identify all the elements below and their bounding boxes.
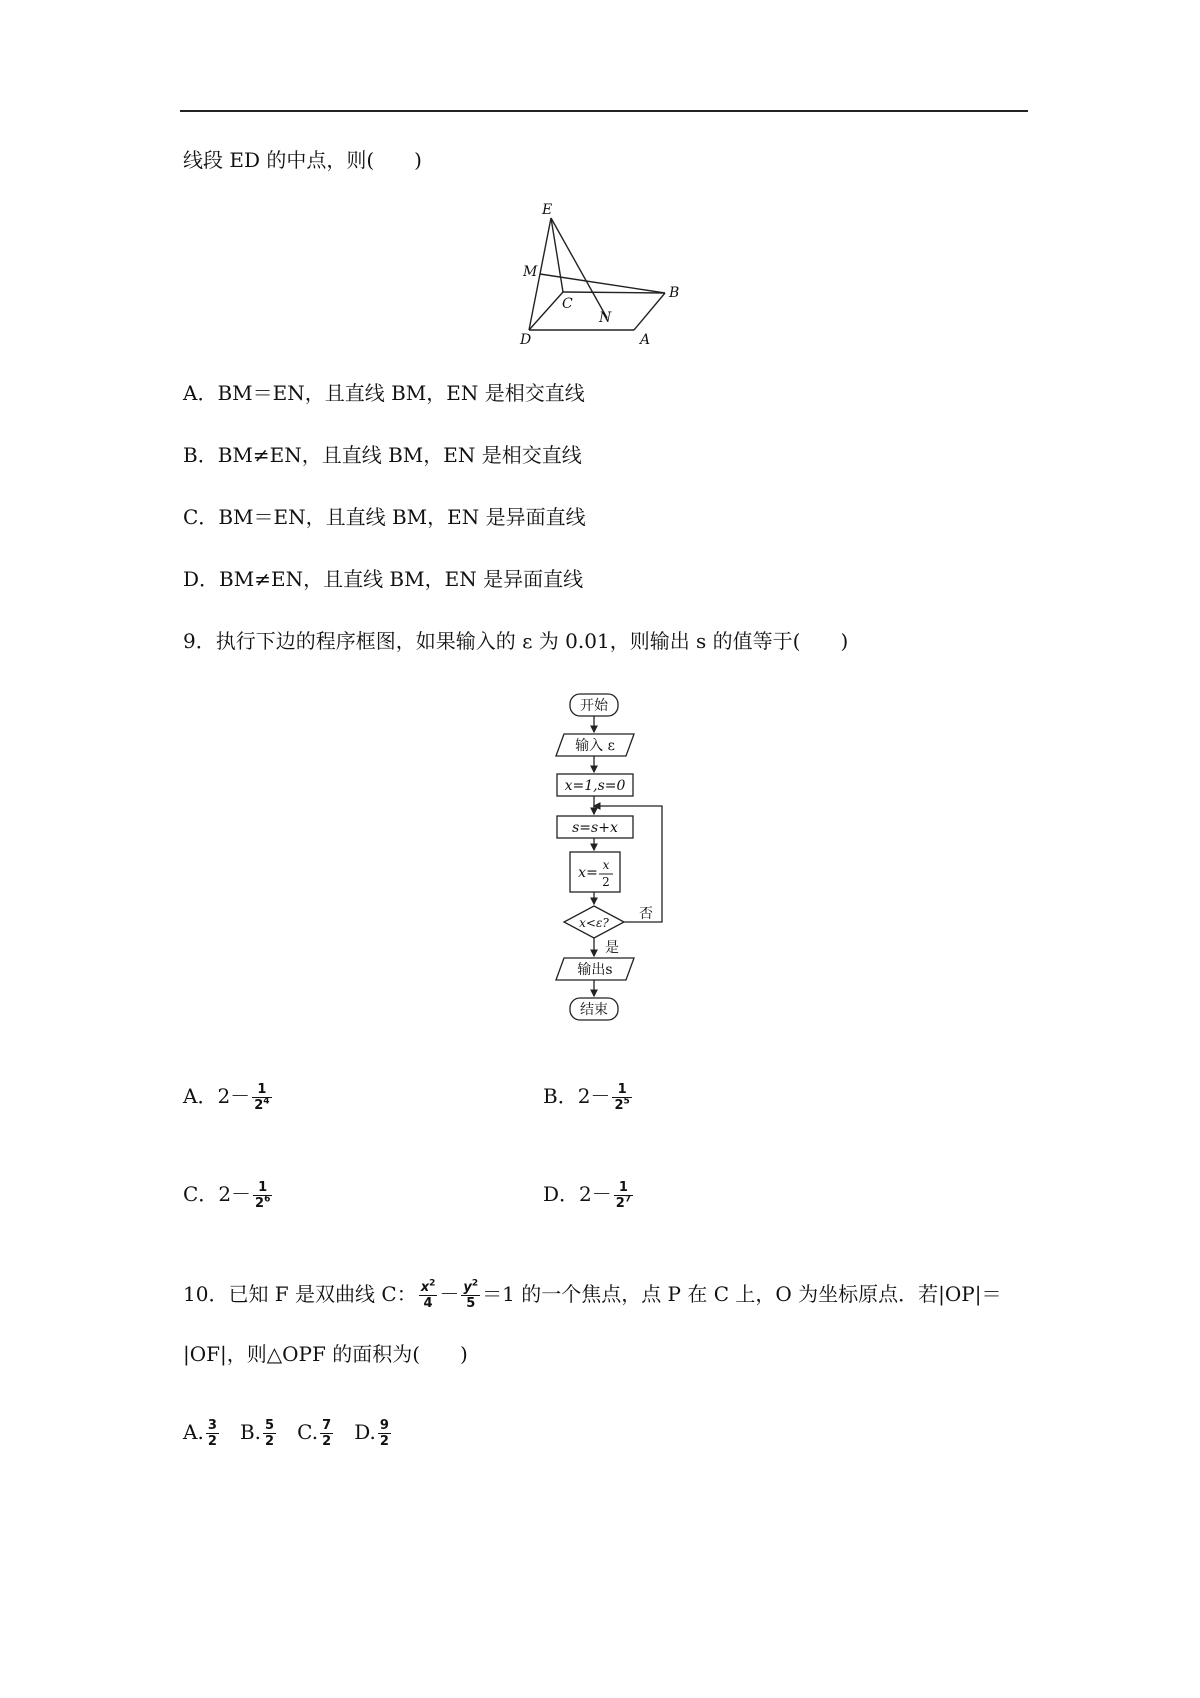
option-fraction: $\frac{1}{2^5}$: [614, 1082, 630, 1113]
option-letter: C．: [183, 1182, 219, 1206]
q8-option-a: [183, 379, 585, 407]
q8-option-c: [183, 503, 586, 531]
flow-update-s-text: s=s+x: [572, 820, 618, 836]
q9-option-b: [543, 1082, 634, 1113]
flow-yes-label: 是: [605, 940, 619, 956]
label-E: E: [542, 202, 553, 218]
flow-update-x-den: 2: [602, 875, 610, 889]
label-A: A: [640, 332, 651, 348]
segment-BM: [540, 274, 665, 293]
label-D: D: [520, 332, 532, 348]
option-fraction: $\frac{1}{2^6}$: [255, 1180, 271, 1211]
label-B: B: [669, 285, 680, 301]
q9-option-c: [183, 1180, 274, 1211]
edge-DC: [529, 292, 563, 330]
q10-option-b: B. $\frac{5}{2}$: [239, 1418, 275, 1449]
option-fraction: $\frac{1}{2^7}$: [615, 1180, 632, 1211]
q10-option-d: D. $\frac{9}{2}$: [354, 1418, 389, 1449]
option-text: BM＝EN，且直线 BM，EN 是相交直线: [217, 381, 585, 405]
option-letter: A．: [183, 1084, 218, 1108]
label-M: M: [523, 264, 538, 280]
q8-geometry-figure: [515, 200, 695, 350]
option-letter: B．: [543, 1084, 578, 1108]
flow-condition-text: x<ε?: [579, 916, 609, 930]
option-lead: 2－: [217, 1084, 251, 1108]
q8-option-b: [183, 441, 582, 469]
option-lead: 2－: [218, 1182, 252, 1206]
option-letter: C．: [183, 505, 219, 529]
q10-stem-line2: |OF|，则△OPF 的面积为( ): [183, 1342, 468, 1366]
q10-fraction-x: $\frac{x^2}{4}$: [420, 1278, 436, 1311]
q10-stem-line1: [183, 1280, 1001, 1311]
option-fraction: $\frac{1}{2^4}$: [254, 1082, 270, 1113]
header-rule: [180, 110, 1028, 112]
q9-option-d: [543, 1180, 635, 1211]
q10-minus: －: [439, 1282, 460, 1306]
q9-option-a: [183, 1082, 274, 1113]
flow-input-text: 输入 ε: [575, 738, 615, 754]
label-N: N: [599, 310, 612, 326]
option-text: BM≠EN，且直线 BM，EN 是异面直线: [219, 567, 584, 591]
flow-update-x-lhs: x=: [578, 865, 598, 881]
option-lead: 2－: [579, 1182, 612, 1206]
q10-stem-part2: ＝1 的一个焦点，点 P 在 C 上，O 为坐标原点．若|OP|＝: [482, 1282, 1002, 1306]
flow-init-text: x=1,s=0: [564, 778, 626, 794]
q9-stem: 9．执行下边的程序框图，如果输入的 ε 为 0.01，则输出 s 的值等于( ): [183, 629, 849, 653]
q9-flowchart: [540, 690, 700, 1035]
flow-update-x-num: x: [602, 858, 610, 872]
q8-continuation: 线段 ED 的中点，则( ): [183, 148, 422, 172]
option-text: BM≠EN，且直线 BM，EN 是相交直线: [217, 443, 582, 467]
flow-end-text: 结束: [580, 1002, 608, 1018]
q10-option-c: C. $\frac{7}{2}$: [297, 1418, 332, 1449]
option-letter: D．: [183, 567, 220, 591]
edge-BA: [634, 293, 665, 330]
q10-options: [183, 1418, 393, 1449]
label-C: C: [562, 296, 573, 312]
edge-CB: [563, 292, 665, 293]
flow-no-label: 否: [639, 906, 653, 922]
q10-fraction-y: $\frac{y^2}{5}$: [463, 1278, 479, 1311]
option-letter: B．: [183, 443, 218, 467]
q8-option-d: [183, 565, 583, 593]
flow-start-text: 开始: [580, 698, 608, 714]
q10-option-a: A. $\frac{3}{2}$: [183, 1418, 217, 1449]
option-text: BM＝EN，且直线 BM，EN 是异面直线: [218, 505, 586, 529]
flow-output-text: 输出s: [577, 962, 613, 978]
option-letter: D．: [543, 1182, 580, 1206]
q10-stem-part1: 10．已知 F 是双曲线 C：: [183, 1282, 417, 1306]
option-lead: 2－: [577, 1084, 611, 1108]
option-letter: A．: [183, 381, 218, 405]
